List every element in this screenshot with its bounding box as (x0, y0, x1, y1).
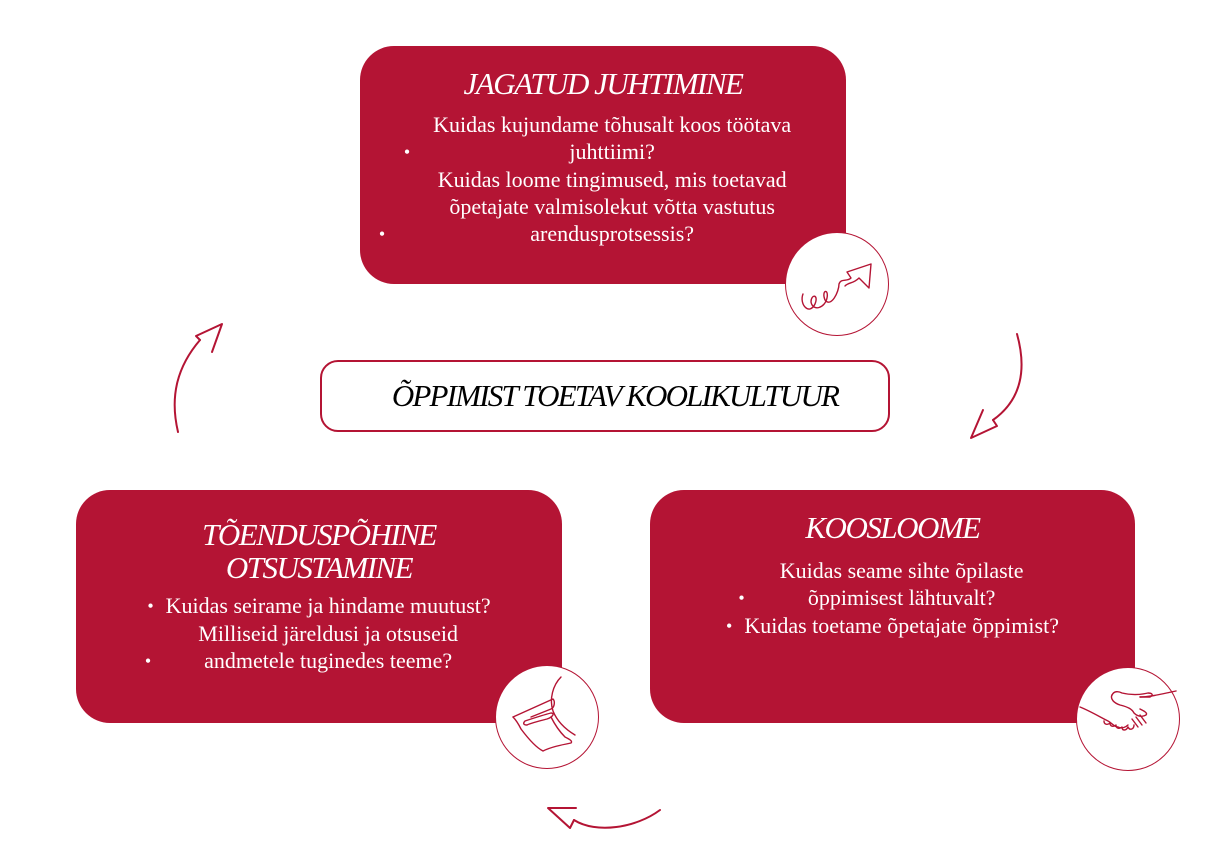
bullet-text: Kuidas seirame ja hindame muutust? (165, 593, 491, 618)
bullet-icon: • (403, 142, 411, 162)
bullet-text: Kuidas toetame õpetajate õppimist? (744, 613, 1059, 638)
bullet-icon: • (738, 588, 745, 608)
node-toenduspohine-otsustamine (76, 490, 562, 723)
bullet-icon: • (144, 651, 152, 671)
bullet-text: Kuidas seame sihte õpilaste õppimisest lähtuvalt? (779, 558, 1024, 610)
bullet-icon: • (147, 596, 154, 616)
handshake-icon (1076, 667, 1180, 771)
bullet-item (90, 620, 548, 675)
bullet-text: Milliseid järeldusi ja otsuseid andmetele tuginedes teeme? (198, 621, 458, 673)
cycle-arrow-left-to-top-icon (160, 318, 230, 438)
bullet-item (664, 612, 1121, 640)
document-icon (495, 665, 599, 769)
growth-arrow-icon (785, 232, 889, 336)
bullet-item (90, 592, 548, 620)
node-title: KOOSLOOME (805, 510, 980, 545)
bullet-text: Kuidas loome tingimused, mis toetavad õpetajate valmisolekut võtta vastutus arendusprotsessis? (437, 167, 787, 246)
cycle-arrow-top-to-right-icon (965, 330, 1029, 445)
node-title: TÕENDUSPÕHINE OTSUSTAMINE (202, 517, 436, 585)
node-bullets (374, 111, 832, 248)
bullet-text: Kuidas kujundame tõhusalt koos töötava juhttiimi? (433, 112, 792, 164)
node-koosloome (650, 490, 1135, 723)
node-bullets (90, 592, 548, 675)
node-bullets (664, 557, 1121, 640)
bullet-icon: • (726, 616, 733, 636)
bullet-item (374, 166, 832, 248)
cycle-arrow-right-to-left-icon (540, 800, 665, 840)
bullet-item (664, 557, 1121, 612)
bullet-icon: • (378, 224, 386, 244)
center-concept (320, 360, 890, 432)
node-jagatud-juhtimine (360, 46, 846, 284)
bullet-item (374, 111, 832, 166)
center-label: ÕPPIMIST TOETAV KOOLIKULTUUR (391, 378, 839, 413)
node-title: JAGATUD JUHTIMINE (463, 66, 743, 101)
